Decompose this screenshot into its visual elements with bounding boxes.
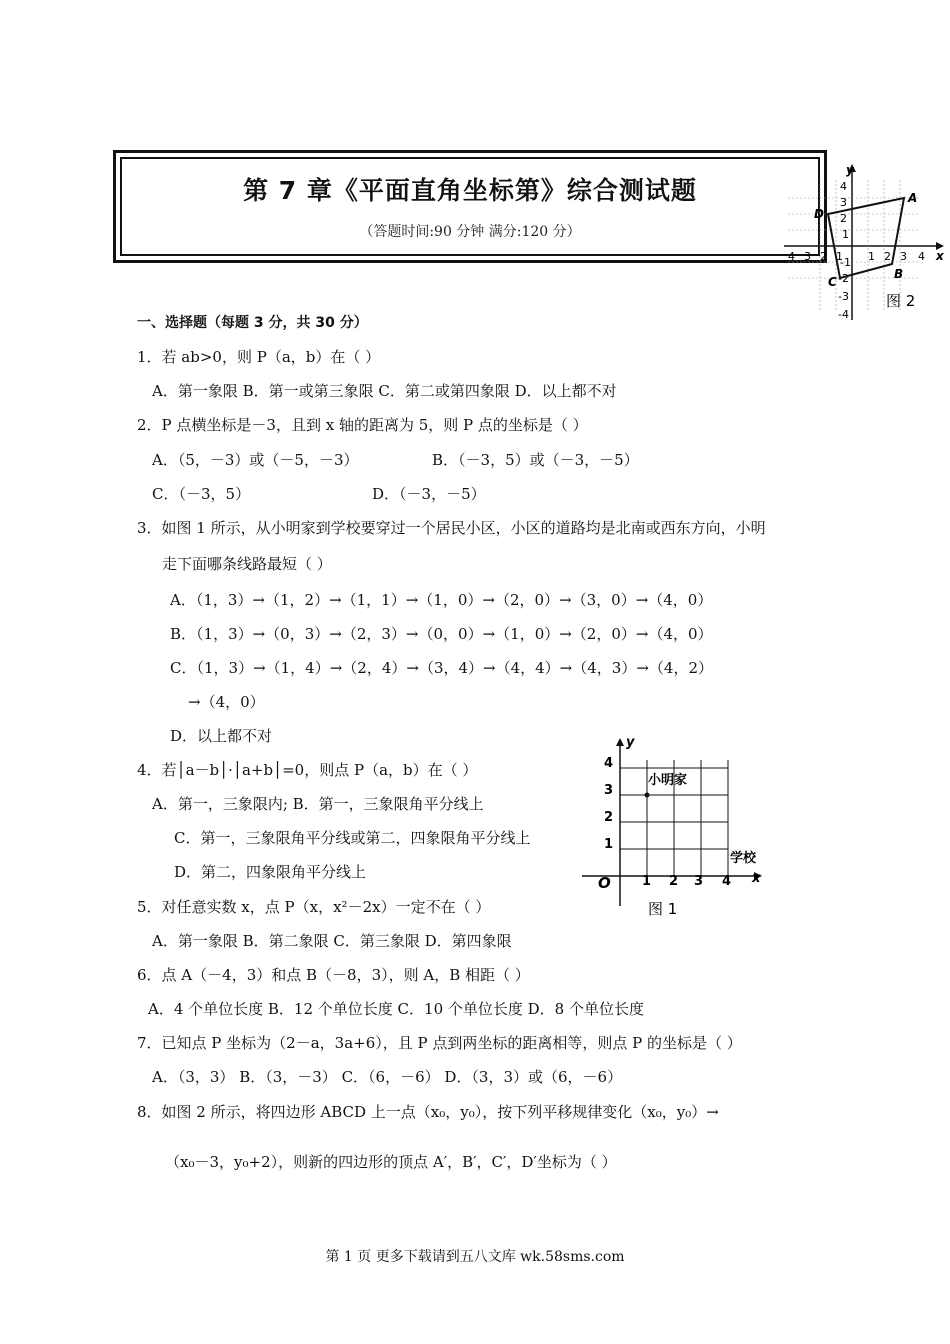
question-4-stem: 4．若│a－b│·│a+b│=0，则点 P（a，b）在（ ） bbox=[137, 761, 478, 779]
question-3-option-a: A．（1，3）→（1，2）→（1，1）→（1，0）→（2，0）→（3，0）→（4，0） bbox=[170, 591, 713, 609]
question-3-stem-cont: 走下面哪条线路最短（ ） bbox=[162, 555, 332, 573]
question-5-stem: 5．对任意实数 x，点 P（x，x²－2x）一定不在（ ） bbox=[137, 898, 491, 916]
fig1-x-tick: 2 bbox=[669, 874, 679, 889]
fig2-x-tick: 4 bbox=[918, 250, 925, 263]
fig1-y-arrow bbox=[616, 738, 624, 746]
question-1-options: A．第一象限 B．第一或第三象限 C．第二或第四象限 D．以上都不对 bbox=[152, 382, 617, 400]
fig2-x-tick: 2 bbox=[820, 250, 827, 263]
page-subtitle: （答题时间:90 分钟 满分:120 分） bbox=[359, 224, 581, 240]
fig1-y-label: y bbox=[626, 735, 635, 750]
figure-2 bbox=[780, 160, 948, 328]
fig1-home-label: 小明家 bbox=[648, 773, 688, 788]
question-2-stem: 2．P 点横坐标是－3，且到 x 轴的距离为 5，则 P 点的坐标是（ ） bbox=[137, 416, 588, 434]
question-6-options: A．4 个单位长度 B．12 个单位长度 C．10 个单位长度 D．8 个单位长度 bbox=[148, 1000, 644, 1018]
question-2-option-c: C．（－3，5） bbox=[152, 485, 251, 503]
fig2-x-tick: 1 bbox=[836, 250, 843, 263]
question-3-option-c-cont: →（4，0） bbox=[188, 693, 265, 711]
fig1-home-point bbox=[645, 793, 650, 798]
fig2-x-tick: 3 bbox=[900, 250, 907, 263]
fig2-x-tick: 1 bbox=[868, 250, 875, 263]
question-4-option-ab: A．第一，三象限内; B．第一，三象限角平分线上 bbox=[152, 795, 484, 813]
fig2-caption: 图 2 bbox=[886, 292, 916, 310]
question-1-stem: 1．若 ab>0，则 P（a，b）在（ ） bbox=[137, 348, 381, 366]
question-3-option-b: B．（1，3）→（0，3）→（2，3）→（0，0）→（1，0）→（2，0）→（4，0） bbox=[170, 625, 713, 643]
question-3-option-c: C．（1，3）→（1，4）→（2，4）→（3，4）→（4，4）→（4，3）→（4，2） bbox=[170, 659, 713, 677]
fig1-x-label: x bbox=[752, 871, 761, 886]
fig2-y-tick: -2 bbox=[838, 272, 849, 285]
page-footer: 第 1 页 更多下载请到五八文库 wk.58sms.com bbox=[325, 1249, 625, 1265]
fig1-y-tick: 4 bbox=[604, 756, 614, 771]
fig2-vertex-c: C bbox=[828, 275, 837, 289]
fig2-x-tick: 3 bbox=[804, 250, 811, 263]
fig2-x-tick: 4 bbox=[788, 250, 795, 263]
question-8-stem: 8．如图 2 所示，将四边形 ABCD 上一点（x₀，y₀），按下列平移规律变化（x₀，y₀）→ bbox=[137, 1103, 719, 1121]
fig1-caption: 图 1 bbox=[648, 900, 678, 918]
question-3-stem: 3．如图 1 所示，从小明家到学校要穿过一个居民小区，小区的道路均是北南或西东方向，小明 bbox=[137, 519, 766, 537]
question-4-option-c: C．第一，三象限角平分线或第二，四象限角平分线上 bbox=[174, 829, 531, 847]
question-3-option-d: D．以上都不对 bbox=[170, 727, 273, 745]
question-2-option-b: B．（－3，5）或（－3，－5） bbox=[432, 451, 639, 469]
fig2-y-tick: -4 bbox=[838, 308, 849, 321]
question-5-options: A．第一象限 B．第二象限 C．第三象限 D．第四象限 bbox=[152, 932, 512, 950]
fig2-y-label: y bbox=[846, 163, 854, 177]
fig2-y-tick: 1 bbox=[842, 228, 849, 241]
fig1-school-label: 学校 bbox=[730, 851, 757, 866]
fig1-origin-label: O bbox=[598, 874, 611, 892]
fig2-y-tick: -1 bbox=[840, 256, 851, 269]
fig1-y-tick: 2 bbox=[604, 810, 614, 825]
fig2-vertex-d: D bbox=[814, 207, 824, 221]
fig2-y-tick: -3 bbox=[838, 290, 849, 303]
fig1-y-tick: 1 bbox=[604, 837, 614, 852]
figure-1 bbox=[574, 730, 774, 925]
fig1-y-tick: 3 bbox=[604, 783, 614, 798]
question-4-option-d: D．第二，四象限角平分线上 bbox=[174, 863, 367, 881]
question-7-stem: 7．已知点 P 坐标为（2－a，3a+6），且 P 点到两坐标的距离相等，则点 P 的坐标是（ ） bbox=[137, 1034, 742, 1052]
question-8-stem-cont: （x₀－3，y₀+2），则新的四边形的顶点 A′，B′，C′，D′坐标为（ ） bbox=[165, 1153, 617, 1171]
fig2-y-tick: 2 bbox=[840, 212, 847, 225]
fig2-y-tick: 4 bbox=[840, 180, 847, 193]
question-2-option-a: A．（5，－3）或（－5，－3） bbox=[152, 451, 359, 469]
fig2-vertex-b: B bbox=[894, 267, 904, 281]
title-frame bbox=[113, 150, 827, 263]
question-6-stem: 6．点 A（－4，3）和点 B（－8，3），则 A，B 相距（ ） bbox=[137, 966, 530, 984]
fig1-x-tick: 1 bbox=[642, 874, 652, 889]
fig2-y-tick: 3 bbox=[840, 196, 847, 209]
fig2-vertex-a: A bbox=[908, 191, 918, 205]
question-7-options: A．（3，3） B．（3，－3） C．（6，－6） D．（3，3）或（6，－6） bbox=[152, 1068, 623, 1086]
section-heading: 一、选择题（每题 3 分，共 30 分） bbox=[137, 315, 368, 331]
page-title: 第 7 章《平面直角坐标第》综合测试题 bbox=[243, 176, 697, 205]
fig1-x-tick: 4 bbox=[722, 874, 732, 889]
fig2-x-label: x bbox=[936, 249, 944, 263]
fig1-x-tick: 3 bbox=[694, 874, 704, 889]
question-2-option-d: D．（－3，－5） bbox=[372, 485, 486, 503]
fig2-x-tick: 2 bbox=[884, 250, 891, 263]
